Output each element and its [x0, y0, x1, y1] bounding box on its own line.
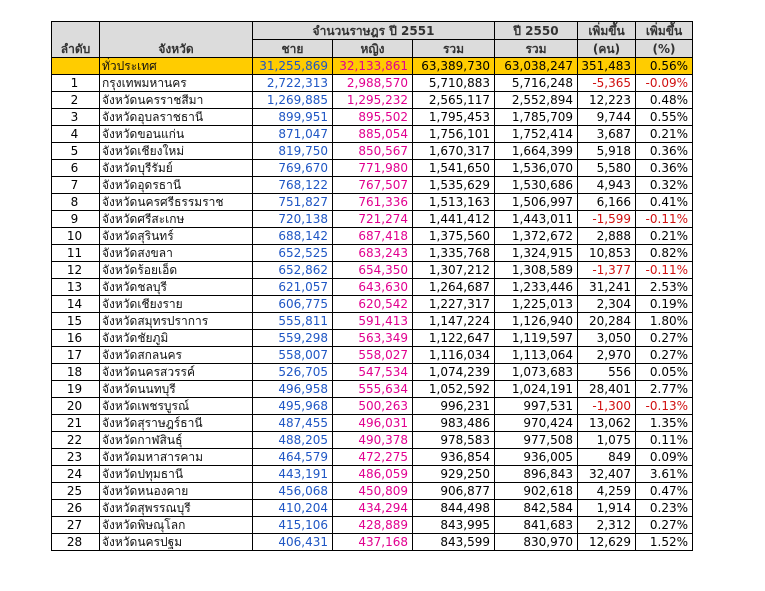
total-count: 1,335,768 — [413, 245, 495, 262]
table-row — [52, 194, 693, 211]
female-count: 563,349 — [333, 330, 413, 347]
table-row — [52, 398, 693, 415]
increase-pct: 0.23% — [636, 500, 693, 517]
population-table — [51, 21, 693, 551]
female-count: 558,027 — [333, 347, 413, 364]
country-increase: 351,483 — [578, 58, 636, 75]
total-2550: 1,372,672 — [495, 228, 578, 245]
total-2550: 970,424 — [495, 415, 578, 432]
total-2550: 1,752,414 — [495, 126, 578, 143]
rank-cell: 16 — [52, 330, 100, 347]
table-row — [52, 364, 693, 381]
female-count: 2,988,570 — [333, 75, 413, 92]
increase-pct: -0.13% — [636, 398, 693, 415]
rank-cell: 15 — [52, 313, 100, 330]
province-name: จังหวัดสกลนคร — [100, 347, 253, 364]
increase-pct: 2.53% — [636, 279, 693, 296]
female-count: 761,336 — [333, 194, 413, 211]
province-name: จังหวัดปทุมธานี — [100, 466, 253, 483]
total-2550: 1,119,597 — [495, 330, 578, 347]
increase-pct: -0.11% — [636, 211, 693, 228]
female-count: 496,031 — [333, 415, 413, 432]
total-count: 843,599 — [413, 534, 495, 551]
total-2550: 841,683 — [495, 517, 578, 534]
country-total-2550: 63,038,247 — [495, 58, 578, 75]
female-count: 767,507 — [333, 177, 413, 194]
rank-cell: 18 — [52, 364, 100, 381]
header-total: รวม — [413, 40, 495, 58]
total-count: 906,877 — [413, 483, 495, 500]
total-count: 1,147,224 — [413, 313, 495, 330]
total-2550: 1,233,446 — [495, 279, 578, 296]
total-count: 1,756,101 — [413, 126, 495, 143]
province-name: จังหวัดนครราชสีมา — [100, 92, 253, 109]
total-2550: 1,073,683 — [495, 364, 578, 381]
header-total-2550: รวม — [495, 40, 578, 58]
male-count: 526,705 — [253, 364, 333, 381]
total-2550: 1,536,070 — [495, 160, 578, 177]
total-count: 1,535,629 — [413, 177, 495, 194]
increase-pct: 0.47% — [636, 483, 693, 500]
increase-pct: 0.11% — [636, 432, 693, 449]
total-2550: 1,324,915 — [495, 245, 578, 262]
table-row — [52, 143, 693, 160]
increase-count: 12,223 — [578, 92, 636, 109]
province-name: จังหวัดอุบลราชธานี — [100, 109, 253, 126]
table-row — [52, 109, 693, 126]
male-count: 496,958 — [253, 381, 333, 398]
province-name: จังหวัดนครปฐม — [100, 534, 253, 551]
province-name: จังหวัดพิษณุโลก — [100, 517, 253, 534]
table-row — [52, 432, 693, 449]
female-count: 591,413 — [333, 313, 413, 330]
total-2550: 1,024,191 — [495, 381, 578, 398]
female-count: 490,378 — [333, 432, 413, 449]
male-count: 720,138 — [253, 211, 333, 228]
total-count: 1,307,212 — [413, 262, 495, 279]
increase-count: 20,284 — [578, 313, 636, 330]
province-name: จังหวัดอุดรธานี — [100, 177, 253, 194]
province-name: จังหวัดชลบุรี — [100, 279, 253, 296]
rank-cell: 5 — [52, 143, 100, 160]
increase-count: 13,062 — [578, 415, 636, 432]
province-name: จังหวัดมหาสารคาม — [100, 449, 253, 466]
table-row — [52, 262, 693, 279]
male-count: 559,298 — [253, 330, 333, 347]
male-count: 555,811 — [253, 313, 333, 330]
increase-pct: 0.48% — [636, 92, 693, 109]
table-row — [52, 279, 693, 296]
male-count: 606,775 — [253, 296, 333, 313]
table-row — [52, 517, 693, 534]
increase-pct: 0.09% — [636, 449, 693, 466]
table-row — [52, 381, 693, 398]
increase-count: 5,918 — [578, 143, 636, 160]
increase-count: 1,914 — [578, 500, 636, 517]
female-count: 472,275 — [333, 449, 413, 466]
rank-cell: 26 — [52, 500, 100, 517]
total-count: 929,250 — [413, 466, 495, 483]
male-count: 415,106 — [253, 517, 333, 534]
increase-count: 556 — [578, 364, 636, 381]
province-name: จังหวัดนนทบุรี — [100, 381, 253, 398]
country-pct: 0.56% — [636, 58, 693, 75]
female-count: 450,809 — [333, 483, 413, 500]
male-count: 652,525 — [253, 245, 333, 262]
total-2550: 1,785,709 — [495, 109, 578, 126]
male-count: 621,057 — [253, 279, 333, 296]
increase-count: 849 — [578, 449, 636, 466]
header-increase-unit: (คน) — [578, 40, 636, 58]
total-2550: 1,126,940 — [495, 313, 578, 330]
increase-count: 4,943 — [578, 177, 636, 194]
female-count: 547,534 — [333, 364, 413, 381]
increase-pct: 0.36% — [636, 160, 693, 177]
increase-pct: 0.05% — [636, 364, 693, 381]
table-row — [52, 75, 693, 92]
total-2550: 1,443,011 — [495, 211, 578, 228]
table-row — [52, 500, 693, 517]
increase-pct: 0.82% — [636, 245, 693, 262]
table-row — [52, 160, 693, 177]
rank-cell: 8 — [52, 194, 100, 211]
table-row — [52, 313, 693, 330]
total-count: 983,486 — [413, 415, 495, 432]
total-2550: 997,531 — [495, 398, 578, 415]
increase-count: 2,304 — [578, 296, 636, 313]
increase-pct: 0.27% — [636, 330, 693, 347]
female-count: 771,980 — [333, 160, 413, 177]
total-2550: 896,843 — [495, 466, 578, 483]
country-male: 31,255,869 — [253, 58, 333, 75]
increase-pct: 1.52% — [636, 534, 693, 551]
rank-cell: 17 — [52, 347, 100, 364]
rank-cell: 28 — [52, 534, 100, 551]
header-pop-2551: จำนวนราษฎร ปี 2551 — [253, 22, 495, 40]
increase-count: 10,853 — [578, 245, 636, 262]
total-count: 1,670,317 — [413, 143, 495, 160]
country-label: ทั่วประเทศ — [100, 58, 253, 75]
female-count: 885,054 — [333, 126, 413, 143]
table-row — [52, 466, 693, 483]
female-count: 683,243 — [333, 245, 413, 262]
header-pop-2550: ปี 2550 — [495, 22, 578, 40]
increase-pct: 0.41% — [636, 194, 693, 211]
increase-pct: 1.80% — [636, 313, 693, 330]
female-count: 500,263 — [333, 398, 413, 415]
header-rank: ลำดับ — [52, 22, 100, 58]
province-name: จังหวัดสุราษฎร์ธานี — [100, 415, 253, 432]
province-name: จังหวัดหนองคาย — [100, 483, 253, 500]
header-male: ชาย — [253, 40, 333, 58]
increase-pct: 0.36% — [636, 143, 693, 160]
increase-count: 2,312 — [578, 517, 636, 534]
increase-pct: -0.09% — [636, 75, 693, 92]
province-name: จังหวัดเชียงราย — [100, 296, 253, 313]
table-row — [52, 347, 693, 364]
total-count: 1,441,412 — [413, 211, 495, 228]
header-female: หญิง — [333, 40, 413, 58]
rank-cell: 1 — [52, 75, 100, 92]
increase-count: -1,300 — [578, 398, 636, 415]
increase-count: 2,888 — [578, 228, 636, 245]
rank-cell: 2 — [52, 92, 100, 109]
country-total: 63,389,730 — [413, 58, 495, 75]
female-count: 486,059 — [333, 466, 413, 483]
increase-count: 4,259 — [578, 483, 636, 500]
female-count: 850,567 — [333, 143, 413, 160]
increase-pct: 0.19% — [636, 296, 693, 313]
increase-pct: 0.27% — [636, 517, 693, 534]
table-row — [52, 92, 693, 109]
male-count: 495,968 — [253, 398, 333, 415]
total-count: 1,795,453 — [413, 109, 495, 126]
female-count: 687,418 — [333, 228, 413, 245]
total-count: 936,854 — [413, 449, 495, 466]
rank-cell: 7 — [52, 177, 100, 194]
total-count: 843,995 — [413, 517, 495, 534]
male-count: 456,068 — [253, 483, 333, 500]
table-row — [52, 415, 693, 432]
province-name: กรุงเทพมหานคร — [100, 75, 253, 92]
total-count: 996,231 — [413, 398, 495, 415]
male-count: 819,750 — [253, 143, 333, 160]
header-increase-pct-unit: (%) — [636, 40, 693, 58]
country-female: 32,133,861 — [333, 58, 413, 75]
male-count: 652,862 — [253, 262, 333, 279]
total-count: 1,074,239 — [413, 364, 495, 381]
total-count: 2,565,117 — [413, 92, 495, 109]
rank-cell: 12 — [52, 262, 100, 279]
province-name: จังหวัดสุรินทร์ — [100, 228, 253, 245]
female-count: 643,630 — [333, 279, 413, 296]
total-count: 1,375,560 — [413, 228, 495, 245]
rank-cell: 27 — [52, 517, 100, 534]
total-count: 1,541,650 — [413, 160, 495, 177]
rank-cell: 11 — [52, 245, 100, 262]
female-count: 555,634 — [333, 381, 413, 398]
increase-pct: 0.21% — [636, 228, 693, 245]
total-2550: 1,225,013 — [495, 296, 578, 313]
increase-pct: -0.11% — [636, 262, 693, 279]
table-row — [52, 449, 693, 466]
increase-pct: 0.27% — [636, 347, 693, 364]
table-row — [52, 534, 693, 551]
increase-pct: 0.55% — [636, 109, 693, 126]
province-name: จังหวัดกาฬสินธุ์ — [100, 432, 253, 449]
rank-cell: 24 — [52, 466, 100, 483]
female-count: 721,274 — [333, 211, 413, 228]
rank-cell: 10 — [52, 228, 100, 245]
rank-cell: 23 — [52, 449, 100, 466]
province-name: จังหวัดสงขลา — [100, 245, 253, 262]
increase-count: -5,365 — [578, 75, 636, 92]
total-count: 1,513,163 — [413, 194, 495, 211]
total-2550: 830,970 — [495, 534, 578, 551]
total-count: 1,122,647 — [413, 330, 495, 347]
header-increase: เพิ่มขึ้น — [578, 22, 636, 40]
increase-count: 3,687 — [578, 126, 636, 143]
rank-cell: 4 — [52, 126, 100, 143]
male-count: 558,007 — [253, 347, 333, 364]
increase-count: 6,166 — [578, 194, 636, 211]
header-row-1 — [52, 22, 693, 40]
header-province: จังหวัด — [100, 22, 253, 58]
female-count: 654,350 — [333, 262, 413, 279]
total-2550: 902,618 — [495, 483, 578, 500]
rank-cell: 6 — [52, 160, 100, 177]
female-count: 437,168 — [333, 534, 413, 551]
province-name: จังหวัดสมุทรปราการ — [100, 313, 253, 330]
country-rank-cell — [52, 58, 100, 75]
total-count: 1,264,687 — [413, 279, 495, 296]
rank-cell: 14 — [52, 296, 100, 313]
province-name: จังหวัดขอนแก่น — [100, 126, 253, 143]
total-count: 844,498 — [413, 500, 495, 517]
table-row — [52, 126, 693, 143]
male-count: 2,722,313 — [253, 75, 333, 92]
total-2550: 842,584 — [495, 500, 578, 517]
total-2550: 2,552,894 — [495, 92, 578, 109]
rank-cell: 3 — [52, 109, 100, 126]
increase-count: -1,599 — [578, 211, 636, 228]
total-2550: 1,530,686 — [495, 177, 578, 194]
increase-count: 2,970 — [578, 347, 636, 364]
increase-pct: 2.77% — [636, 381, 693, 398]
province-name: จังหวัดบุรีรัมย์ — [100, 160, 253, 177]
increase-pct: 0.32% — [636, 177, 693, 194]
male-count: 410,204 — [253, 500, 333, 517]
province-name: จังหวัดนครศรีธรรมราช — [100, 194, 253, 211]
total-2550: 1,664,399 — [495, 143, 578, 160]
rank-cell: 22 — [52, 432, 100, 449]
province-name: จังหวัดนครสวรรค์ — [100, 364, 253, 381]
total-count: 978,583 — [413, 432, 495, 449]
total-2550: 1,113,064 — [495, 347, 578, 364]
female-count: 1,295,232 — [333, 92, 413, 109]
table-row — [52, 296, 693, 313]
country-total-row — [52, 58, 693, 75]
male-count: 871,047 — [253, 126, 333, 143]
header-increase-pct: เพิ่มขึ้น — [636, 22, 693, 40]
total-2550: 5,716,248 — [495, 75, 578, 92]
male-count: 688,142 — [253, 228, 333, 245]
total-2550: 977,508 — [495, 432, 578, 449]
table-row — [52, 228, 693, 245]
table-row — [52, 330, 693, 347]
total-count: 5,710,883 — [413, 75, 495, 92]
increase-count: 28,401 — [578, 381, 636, 398]
province-name: จังหวัดเพชรบูรณ์ — [100, 398, 253, 415]
rank-cell: 25 — [52, 483, 100, 500]
increase-count: 31,241 — [578, 279, 636, 296]
table-body — [52, 58, 693, 551]
increase-count: 1,075 — [578, 432, 636, 449]
rank-cell: 20 — [52, 398, 100, 415]
female-count: 434,294 — [333, 500, 413, 517]
male-count: 769,670 — [253, 160, 333, 177]
increase-count: 5,580 — [578, 160, 636, 177]
male-count: 1,269,885 — [253, 92, 333, 109]
male-count: 464,579 — [253, 449, 333, 466]
increase-count: -1,377 — [578, 262, 636, 279]
increase-count: 9,744 — [578, 109, 636, 126]
table-row — [52, 211, 693, 228]
province-name: จังหวัดร้อยเอ็ด — [100, 262, 253, 279]
male-count: 488,205 — [253, 432, 333, 449]
province-name: จังหวัดสุพรรณบุรี — [100, 500, 253, 517]
total-2550: 1,308,589 — [495, 262, 578, 279]
total-count: 1,116,034 — [413, 347, 495, 364]
increase-count: 32,407 — [578, 466, 636, 483]
province-name: จังหวัดเชียงใหม่ — [100, 143, 253, 160]
rank-cell: 21 — [52, 415, 100, 432]
table-row — [52, 245, 693, 262]
increase-pct: 0.21% — [636, 126, 693, 143]
total-count: 1,227,317 — [413, 296, 495, 313]
total-2550: 1,506,997 — [495, 194, 578, 211]
table-row — [52, 483, 693, 500]
total-count: 1,052,592 — [413, 381, 495, 398]
male-count: 899,951 — [253, 109, 333, 126]
table-row — [52, 177, 693, 194]
female-count: 895,502 — [333, 109, 413, 126]
female-count: 428,889 — [333, 517, 413, 534]
rank-cell: 9 — [52, 211, 100, 228]
increase-pct: 1.35% — [636, 415, 693, 432]
rank-cell: 19 — [52, 381, 100, 398]
province-name: จังหวัดชัยภูมิ — [100, 330, 253, 347]
male-count: 751,827 — [253, 194, 333, 211]
total-2550: 936,005 — [495, 449, 578, 466]
male-count: 768,122 — [253, 177, 333, 194]
province-name: จังหวัดศรีสะเกษ — [100, 211, 253, 228]
male-count: 406,431 — [253, 534, 333, 551]
increase-count: 12,629 — [578, 534, 636, 551]
female-count: 620,542 — [333, 296, 413, 313]
increase-count: 3,050 — [578, 330, 636, 347]
male-count: 487,455 — [253, 415, 333, 432]
increase-pct: 3.61% — [636, 466, 693, 483]
rank-cell: 13 — [52, 279, 100, 296]
male-count: 443,191 — [253, 466, 333, 483]
